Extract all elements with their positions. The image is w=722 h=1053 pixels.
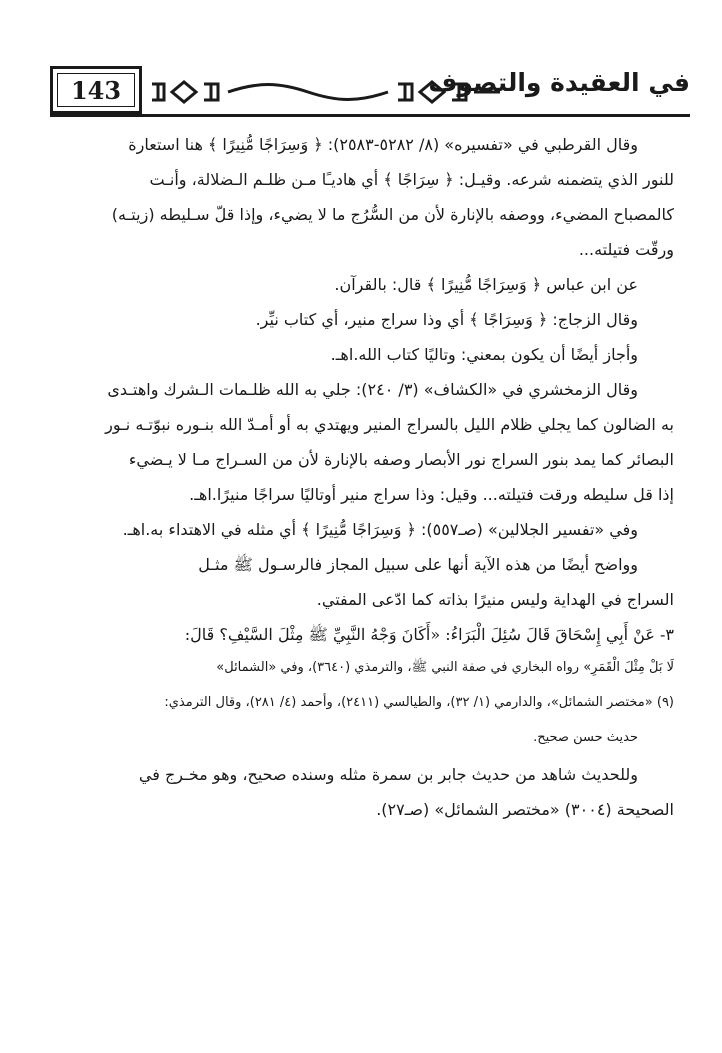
page-number-box [50, 66, 142, 114]
page-header [30, 60, 690, 122]
body-text [40, 128, 674, 828]
text-line: عن ابن عباس ﴿ وَسِرَاجًا مُّنِيرًا ﴾ قال: بالقرآن. [334, 275, 638, 294]
text-line: وفي «تفسير الجلالين» (صـ٥٥٧): ﴿ وَسِرَاجًا مُّنِيرًا ﴾ أي مثله في الاهتداء به.اهـ. [122, 520, 638, 539]
footnote-line: لَا بَلْ مِثْلَ الْقَمَرِ» رواه البخاري في صفة النبي ﷺ، والترمذي (٣٦٤٠)، وفي «الشمائل» [216, 660, 674, 675]
text-line: وواضح أيضًا من هذه الآية أنها على سبيل المجاز فالرسـول ﷺ مثـل [198, 555, 638, 574]
text-line: البصائر كما يمد بنور السراج نور الأبصار وصفه بالإنارة لأن من السـراج مـا لا يـضيء [128, 450, 674, 469]
running-title: في العقيدة والتصوف [428, 68, 690, 97]
page-number: 143 [57, 73, 135, 107]
footnote-line: (٩) «مختصر الشمائل»، والدارمي (١/ ٣٢)، والطيالسي (٢٤١١)، وأحمد (٤/ ٢٨١)، وقال الترمذي: [164, 695, 674, 710]
text-line: وأجاز أيضًا أن يكون بمعني: وتاليًا كتاب الله.اهـ. [330, 345, 638, 364]
text-line: وقال الزجاج: ﴿ وَسِرَاجًا ﴾ أي وذا سراج منير، أي كتاب نيِّر. [255, 310, 638, 329]
text-line: إذا قل سليطه ورقت فتيلته... وقيل: وذا سراج منير أوتاليًا سراجًا منيرًا.اهـ. [189, 485, 674, 504]
text-line: وقال الزمخشري في «الكشاف» (٣/ ٢٤٠): جلي به الله ظلـمات الـشرك واهتـدى [107, 380, 638, 399]
text-line: للنور الذي يتضمنه شرعه. وقيـل: ﴿ سِرَاجًا ﴾ أي هاديـًا مـن ظلـم الـضلالة، وأنـت [149, 170, 674, 189]
text-line: به الضالون كما يجلي ظلام الليل بالسراج المنير ويهتدي به أو أمـدّ الله بنـوره نبوّتـه نـور [105, 415, 674, 434]
header-rule [50, 114, 690, 117]
text-line: وللحديث شاهد من حديث جابر بن سمرة مثله وسنده صحيح، وهو مخـرج في [138, 765, 638, 784]
text-line: الصحيحة (٣٠٠٤) «مختصر الشمائل» (صـ٢٧). [376, 800, 674, 819]
text-line: وقال القرطبي في «تفسيره» (٨/ ٥٢٨٢-٢٥٨٣): ﴿ وَسِرَاجًا مُّنِيرًا ﴾ هنا استعارة [128, 135, 638, 154]
text-line: ورقّت فتيلته... [578, 240, 674, 259]
hadith-line: ٣- عَنْ أَبِي إِسْحَاقَ قَالَ سُئِلَ الْبَرَاءُ: «أَكَانَ وَجْهُ النَّبِيِّ ﷺ مِثْلَ السَّيْفِ؟ قَالَ: [184, 625, 674, 644]
text-line: كالمصباح المضيء، ووصفه بالإنارة لأن من السُّرُج ما لا يضيء، وإذا قلّ سـليطه (زيتـه) [111, 205, 674, 224]
footnote-line: حديث حسن صحيح. [533, 730, 638, 745]
text-line: السراج في الهداية وليس منيرًا بذاته كما ادّعى المفتي. [316, 590, 674, 609]
